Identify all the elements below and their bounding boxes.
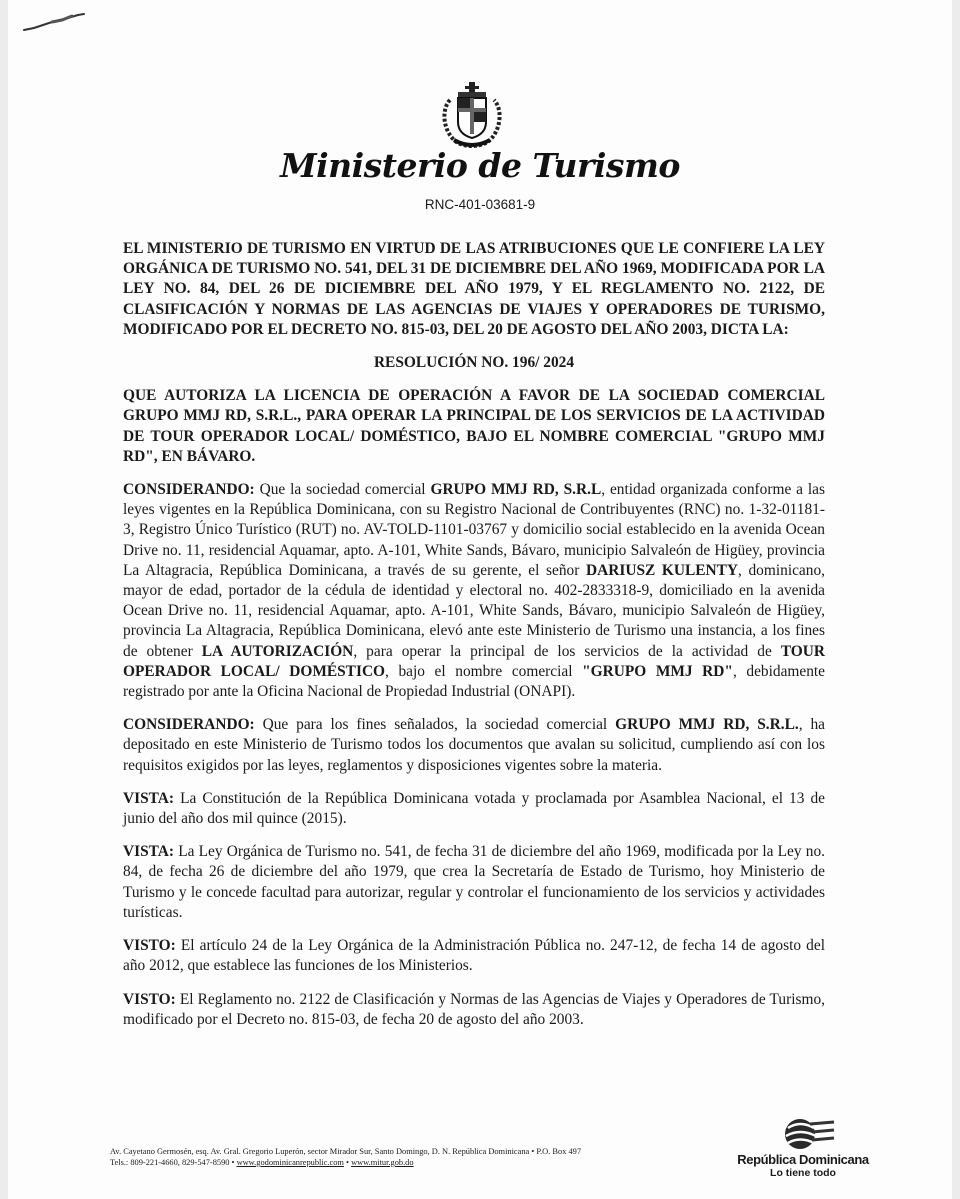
- text-segment: Que para los fines señalados, la sociedad comercial: [254, 716, 616, 734]
- trade-name: "GRUPO MMJ RD": [582, 662, 733, 680]
- document-page: [8, 0, 952, 1199]
- visto-paragraph-2: [123, 990, 825, 1030]
- footer-address: Av. Cayetano Germosén, esq. Av. Gral. Gregorio Luperón, sector Mirador Sur, Santo Domingo, D. N. República Dominicana • P.O. Box 497: [110, 1147, 582, 1156]
- considerando-paragraph-2: [123, 715, 825, 776]
- ministry-name: Ministerio de Turismo: [280, 146, 680, 185]
- company-name: GRUPO MMJ RD, S.R.L.: [615, 716, 799, 734]
- text-segment: La Constitución de la República Dominicana votada y proclamada por Asamblea Nacional, el 13 de junio del año dos mil quince (2015).: [123, 789, 825, 828]
- text-segment: , entidad organizada conforme a las leyes vigentes en la República Dominicana, con su Registro Nacional de Contribuyentes (RNC) no. 1-32-01181-3, Registro Único Turístico (RUT) no. AV-TOLD-1101-03767 y domicilio social establecido en la avenida Ocean Drive no. 11, residencial Aquamar, apto. A-101, White Sands, Bávaro, municipio Salvaleón de Higüey, provincia La Altagracia, República Dominicana, a través de su gerente, el señor: [123, 481, 826, 579]
- text-segment: , para operar la principal de los servicios de la actividad de: [353, 642, 781, 660]
- rnc-number: RNC-401-03681-9: [424, 197, 536, 212]
- text-segment: , ha depositado en este Ministerio de Turismo todos los documentos que avalan su solicitud, cumpliendo así con los requisitos exigidos por las leyes, reglamentos y disposiciones vigentes sobre la materia.: [123, 716, 825, 774]
- footer-separator: •: [343, 1158, 352, 1167]
- resolution-body: [123, 239, 825, 1043]
- visto-label: VISTO:: [123, 937, 176, 955]
- manager-name: DARIUSZ KULENTY: [586, 561, 739, 579]
- text-segment: La Ley Orgánica de Turismo no. 541, de fecha 31 de diciembre del año 1969, modificada por la Ley no. 84, de fecha 26 de diciembre del año 1979, que crea la Secretaría de Estado de Turismo, hoy Ministerio de Turismo y le concede facultad para autorizar, regular y controlar el funcionamiento de los servicios y actividades turísticas.: [123, 843, 825, 921]
- coat-of-arms-seal: [436, 78, 508, 152]
- considerando-label: CONSIDERANDO:: [123, 481, 255, 499]
- vista-label: VISTA:: [123, 843, 175, 861]
- considerando-paragraph-1: [123, 480, 825, 702]
- footer-contact: [110, 1146, 730, 1168]
- text-segment: , debidamente registrado por ante la Oficina Nacional de Propiedad Industrial (ONAPI).: [123, 662, 826, 701]
- brand-name: República Dominicana: [737, 1152, 869, 1167]
- resolution-title: RESOLUCIÓN NO. 196/ 2024: [373, 354, 575, 372]
- vista-paragraph-2: [123, 842, 825, 923]
- vista-label: VISTA:: [123, 789, 175, 807]
- republica-dominicana-brand-logo: [728, 1116, 878, 1182]
- text-segment: Que la sociedad comercial: [254, 481, 431, 499]
- visto-paragraph-1: [123, 936, 825, 976]
- considerando-label: CONSIDERANDO:: [123, 716, 255, 734]
- vista-paragraph-1: [123, 789, 825, 829]
- activity-name: TOUR OPERADOR LOCAL/ DOMÉSTICO: [123, 642, 826, 680]
- globe-logo-icon: [770, 1116, 836, 1152]
- text-segment: , dominicano, mayor de edad, portador de la cédula de identidad y electoral no. 402-2833318-9, domiciliado en la avenida Ocean Drive no. 11, residencial Aquamar, apto. A-101, White Sands, Bávaro, municipio Salvaleón de Higüey, provincia La Altagracia, República Dominicana, elevó ante este Ministerio de Turismo una instancia, a los fines de obtener: [123, 561, 825, 660]
- authorization-term: LA AUTORIZACIÓN: [201, 642, 354, 660]
- brand-slogan: Lo tiene todo: [770, 1167, 836, 1179]
- website-link-mitur[interactable]: www.mitur.gob.do: [351, 1158, 414, 1167]
- pen-scribble-mark: [22, 10, 86, 36]
- text-segment: El Reglamento no. 2122 de Clasificación y Normas de las Agencias de Viajes y Operadores de Turismo, modificado por el Decreto no. 815-03, de fecha 20 de agosto del año 2003.: [123, 990, 825, 1028]
- resolution-subject: QUE AUTORIZA LA LICENCIA DE OPERACIÓN A FAVOR DE LA SOCIEDAD COMERCIAL GRUPO MMJ RD, S.R.L., PARA OPERAR LA PRINCIPAL DE LOS SERVICIOS DE LA ACTIVIDAD DE TOUR OPERADOR LOCAL/ DOMÉSTICO, BAJO EL NOMBRE COMERCIAL "GRUPO MMJ RD", EN BÁVARO.: [123, 387, 825, 465]
- footer-phones: Tels.: 809-221-4660, 829-547-8590 •: [110, 1158, 237, 1167]
- visto-label: VISTO:: [123, 990, 176, 1008]
- website-link-godominicanrepublic[interactable]: www.godominicanrepublic.com: [236, 1158, 344, 1167]
- footer-phones-web: [110, 1157, 730, 1168]
- text-segment: El artículo 24 de la Ley Orgánica de la Administración Pública no. 247-12, de fecha 14 de agosto del año 2012, que establece las funciones de los Ministerios.: [123, 937, 825, 975]
- text-segment: , bajo el nombre comercial: [385, 662, 583, 680]
- preamble: EL MINISTERIO DE TURISMO EN VIRTUD DE LAS ATRIBUCIONES QUE LE CONFIERE LA LEY ORGÁNICA DE TURISMO NO. 541, DEL 31 DE DICIEMBRE DEL AÑO 1969, MODIFICADA POR LA LEY NO. 84, DEL 26 DE DICIEMBRE DEL AÑO 1979, Y EL REGLAMENTO NO. 2122, DE CLASIFICACIÓN Y NORMAS DE LAS AGENCIAS DE VIAJES Y OPERADORES DE TURISMO, MODIFICADO POR EL DECRETO NO. 815-03, DEL 20 DE AGOSTO DEL AÑO 2003, DICTA LA:: [123, 240, 825, 338]
- company-name: GRUPO MMJ RD, S.R.L: [430, 481, 602, 499]
